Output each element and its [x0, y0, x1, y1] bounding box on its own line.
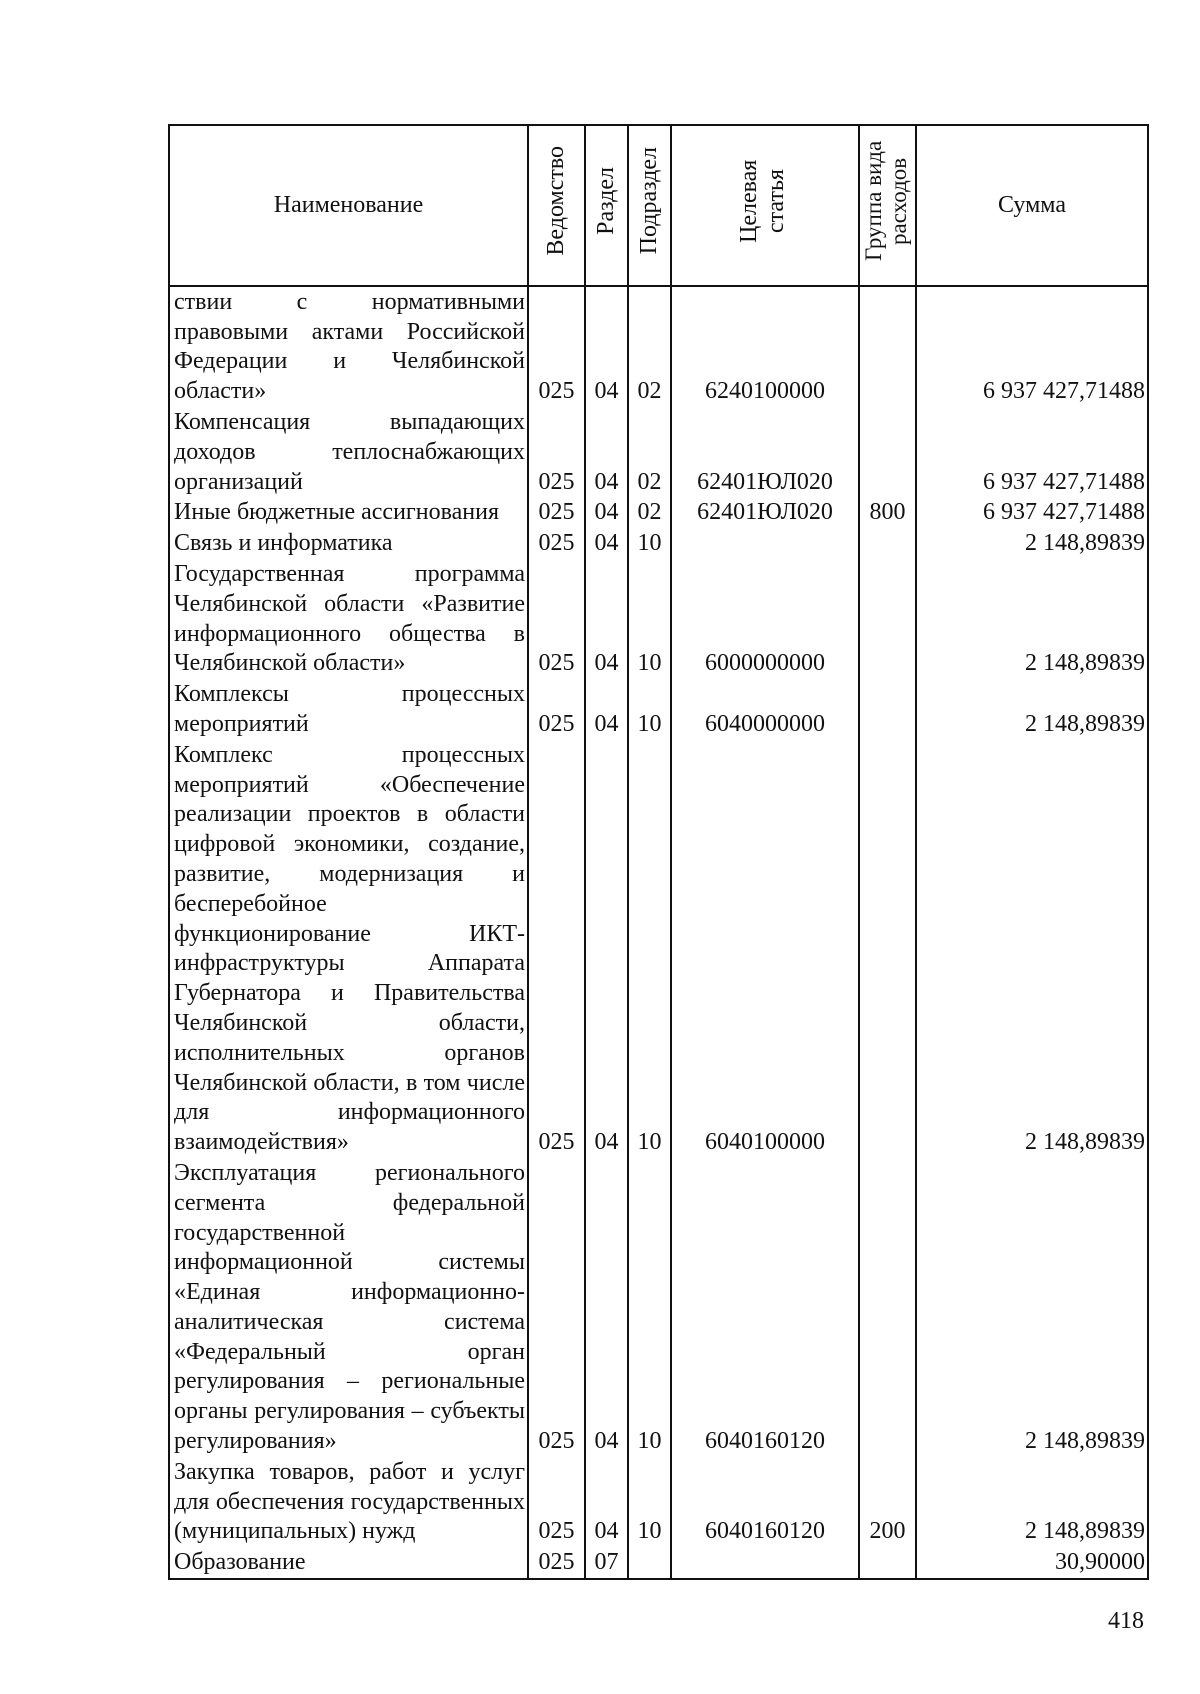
row-target-cell: 6040100000	[671, 740, 859, 1158]
row-dept-cell: 025	[528, 679, 585, 740]
row-sum-cell: 2 148,89839	[916, 528, 1148, 559]
row-name-cell: Комплекс процессных мероприятий «Обеспечение реализации проектов в области цифровой экономики, создание, развитие, модернизация и бесперебойное функционирование ИКТ-инфраструктуры Аппарата Губернатора и Правительства Челябинской области, исполнительных органов Челябинской области, в том числе для информационного взаимодействия»	[169, 740, 528, 1158]
row-group-cell	[859, 407, 916, 497]
row-section-cell: 04	[585, 286, 628, 407]
row-name-cell: Государственная программа Челябинской области «Развитие информационного общества в Челябинской области»	[169, 559, 528, 679]
row-sum-cell: 2 148,89839	[916, 740, 1148, 1158]
row-target-cell: 62401ЮЛ020	[671, 497, 859, 528]
table-row	[169, 679, 1148, 740]
table-row	[169, 528, 1148, 559]
row-group-cell: 200	[859, 1457, 916, 1547]
row-group-cell	[859, 1547, 916, 1579]
row-dept-cell: 025	[528, 1158, 585, 1457]
row-section-cell: 04	[585, 740, 628, 1158]
row-target-cell: 6040000000	[671, 679, 859, 740]
row-section-cell: 04	[585, 407, 628, 497]
row-name-cell: Комплексы процессных мероприятий	[169, 679, 528, 740]
table-header	[169, 125, 1148, 286]
table-row	[169, 559, 1148, 679]
row-dept-cell: 025	[528, 286, 585, 407]
row-group-cell: 800	[859, 497, 916, 528]
row-name-cell: Иные бюджетные ассигнования	[169, 497, 528, 528]
row-subsection-cell: 02	[628, 407, 671, 497]
row-sum-cell: 6 937 427,71488	[916, 407, 1148, 497]
row-dept-cell: 025	[528, 740, 585, 1158]
row-name-cell: Закупка товаров, работ и услуг для обеспечения государственных (муниципальных) нужд	[169, 1457, 528, 1547]
row-name-cell: Компенсация выпадающих доходов теплоснабжающих организаций	[169, 407, 528, 497]
row-sum-cell: 2 148,89839	[916, 679, 1148, 740]
row-subsection-cell: 10	[628, 740, 671, 1158]
row-group-cell	[859, 740, 916, 1158]
row-dept-cell: 025	[528, 528, 585, 559]
row-dept-cell: 025	[528, 1457, 585, 1547]
row-group-cell	[859, 1158, 916, 1457]
row-dept-cell: 025	[528, 1547, 585, 1579]
row-target-cell: 6240100000	[671, 286, 859, 407]
header-group: Группа вида расходов	[859, 125, 916, 286]
row-target-cell: 6040160120	[671, 1158, 859, 1457]
row-sum-cell: 30,90000	[916, 1547, 1148, 1579]
row-sum-cell: 2 148,89839	[916, 1457, 1148, 1547]
row-subsection-cell: 02	[628, 497, 671, 528]
header-dept: Ведомство	[528, 125, 585, 286]
row-name-cell: Эксплуатация регионального сегмента федеральной государственной информационной системы «Единая информационно-аналитическая система «Федеральный орган регулирования – региональные органы регулирования – субъекты регулирования»	[169, 1158, 528, 1457]
row-section-cell: 04	[585, 679, 628, 740]
row-subsection-cell: 10	[628, 1158, 671, 1457]
table-row	[169, 286, 1148, 407]
header-sum: Сумма	[916, 125, 1148, 286]
row-subsection-cell	[628, 1547, 671, 1579]
row-dept-cell: 025	[528, 497, 585, 528]
row-section-cell: 04	[585, 528, 628, 559]
row-dept-cell: 025	[528, 559, 585, 679]
row-group-cell	[859, 528, 916, 559]
row-section-cell: 04	[585, 559, 628, 679]
row-subsection-cell: 10	[628, 559, 671, 679]
row-target-cell: 62401ЮЛ020	[671, 407, 859, 497]
row-section-cell: 04	[585, 497, 628, 528]
table-row	[169, 1158, 1148, 1457]
row-subsection-cell: 10	[628, 1457, 671, 1547]
table-body	[169, 286, 1148, 1579]
table-row	[169, 407, 1148, 497]
row-subsection-cell: 02	[628, 286, 671, 407]
row-subsection-cell: 10	[628, 528, 671, 559]
row-section-cell: 07	[585, 1547, 628, 1579]
row-target-cell	[671, 1547, 859, 1579]
row-group-cell	[859, 559, 916, 679]
row-section-cell: 04	[585, 1457, 628, 1547]
row-sum-cell: 6 937 427,71488	[916, 497, 1148, 528]
budget-table	[168, 124, 1149, 1580]
row-target-cell	[671, 528, 859, 559]
table-row	[169, 497, 1148, 528]
row-dept-cell: 025	[528, 407, 585, 497]
header-subsection: Подраздел	[628, 125, 671, 286]
row-name-cell: Связь и информатика	[169, 528, 528, 559]
row-group-cell	[859, 286, 916, 407]
header-name: Наименование	[169, 125, 528, 286]
row-sum-cell: 2 148,89839	[916, 559, 1148, 679]
row-group-cell	[859, 679, 916, 740]
table-row	[169, 1457, 1148, 1547]
row-section-cell: 04	[585, 1158, 628, 1457]
table-row	[169, 1547, 1148, 1579]
row-target-cell: 6000000000	[671, 559, 859, 679]
row-subsection-cell: 10	[628, 679, 671, 740]
row-name-cell: Образование	[169, 1547, 528, 1579]
header-target: Целевая статья	[671, 125, 859, 286]
table-row	[169, 740, 1148, 1158]
row-target-cell: 6040160120	[671, 1457, 859, 1547]
row-name-cell: ствии с нормативными правовыми актами Российской Федерации и Челябинской области»	[169, 286, 528, 407]
row-sum-cell: 2 148,89839	[916, 1158, 1148, 1457]
header-section: Раздел	[585, 125, 628, 286]
row-sum-cell: 6 937 427,71488	[916, 286, 1148, 407]
page-number: 418	[1108, 1608, 1144, 1634]
